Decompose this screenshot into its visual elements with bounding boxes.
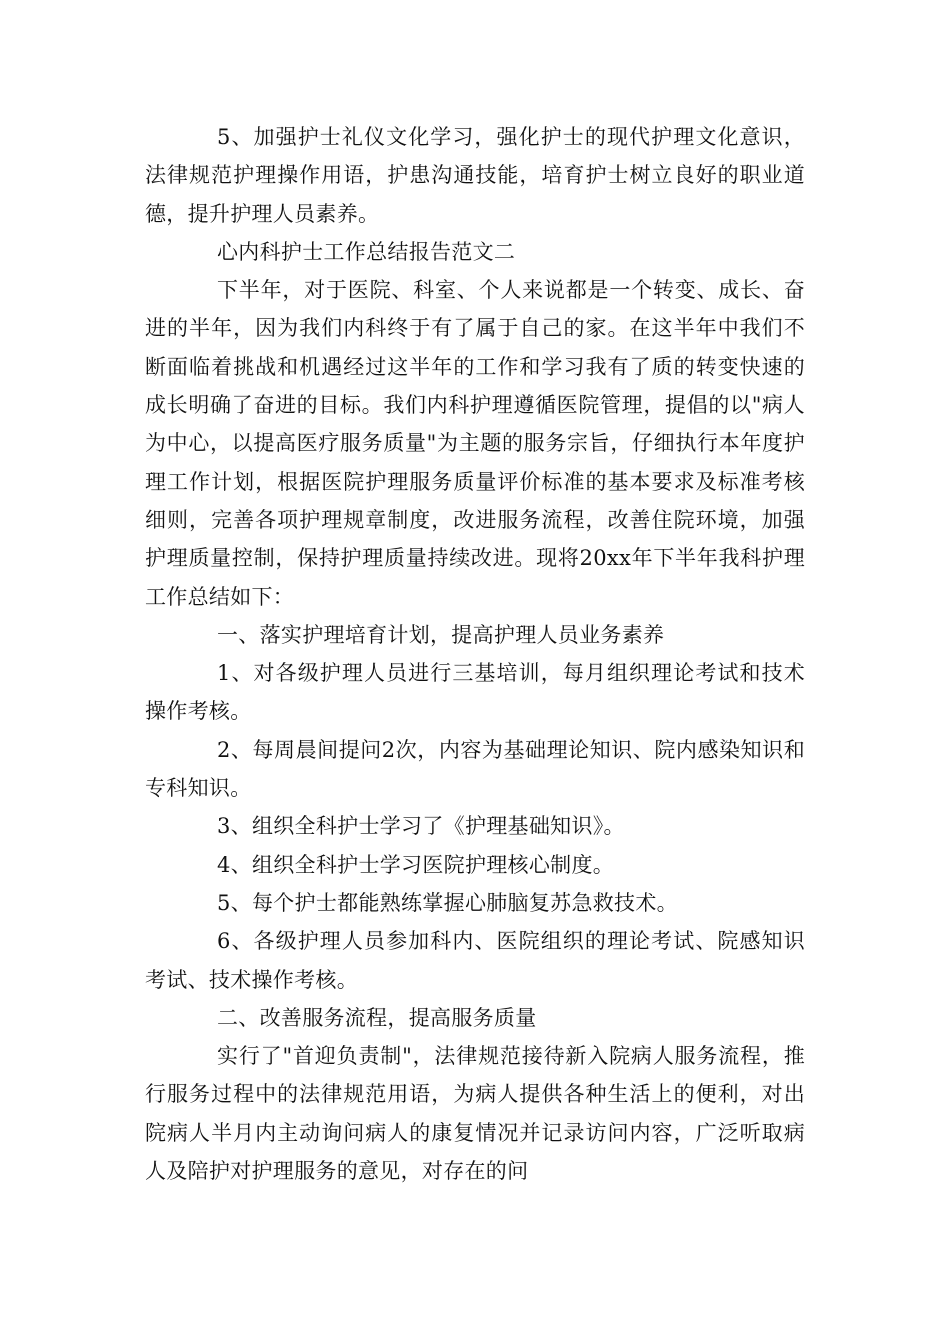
list-item-core-system-study: 4、组织全科护士学习医院护理核心制度。 (217, 852, 615, 877)
section-title-sample-two: 心内科护士工作总结报告范文二 (217, 239, 516, 264)
list-item-basic-training: 1、对各级护理人员进行三基培训，每月组织理论考试和技术操作考核。 (145, 661, 805, 724)
list-item-cpr-skills: 5、每个护士都能熟练掌握心肺脑复苏急救技术。 (217, 890, 678, 915)
paragraph-introduction: 下半年，对于医院、科室、个人来说都是一个转变、成长、奋进的半年，因为我们内科终于有了属于自己的家。在这半年中我们不断面临着挑战和机遇经过这半年的工作和学习我有了质的转变快速的成长明确了奋进的目标。我们内科护理遵循医院管理，提倡的以"病人为中心，以提高医疗服务质量"为主题的服务宗旨，仔细执行本年度护理工作计划，根据医院护理服务质量评价标准的基本要求及标准考核细则，完善各项护理规章制度，改进服务流程，改善住院环境，加强护理质量控制，保持护理质量持续改进。现将20xx年下半年我科护理工作总结如下： (145, 278, 805, 609)
document-body (145, 118, 805, 1190)
list-item-exams: 6、各级护理人员参加科内、医院组织的理论考试、院感知识考试、技术操作考核。 (145, 929, 805, 992)
heading-service-flow: 二、改善服务流程，提高服务质量 (217, 1005, 537, 1030)
paragraph-etiquette-training: 5、加强护士礼仪文化学习，强化护士的现代护理文化意识，法律规范护理操作用语，护患沟通技能，培育护士树立良好的职业道德，提升护理人员素养。 (145, 125, 805, 226)
list-item-basic-knowledge-study: 3、组织全科护士学习了《护理基础知识》。 (217, 814, 625, 839)
list-item-morning-questions: 2、每周晨间提问2次，内容为基础理论知识、院内感染知识和专科知识。 (145, 737, 805, 801)
heading-training-plan: 一、落实护理培育计划，提高护理人员业务素养 (217, 622, 665, 647)
paragraph-first-contact-responsibility: 实行了"首迎负责制"，法律规范接待新入院病人服务流程，推行服务过程中的法律规范用语，为病人提供各种生活上的便利，对出院病人半月内主动询问病人的康复情况并记录访问内容，广泛听取病人及陪护对护理服务的意见，对存在的问 (145, 1044, 805, 1184)
